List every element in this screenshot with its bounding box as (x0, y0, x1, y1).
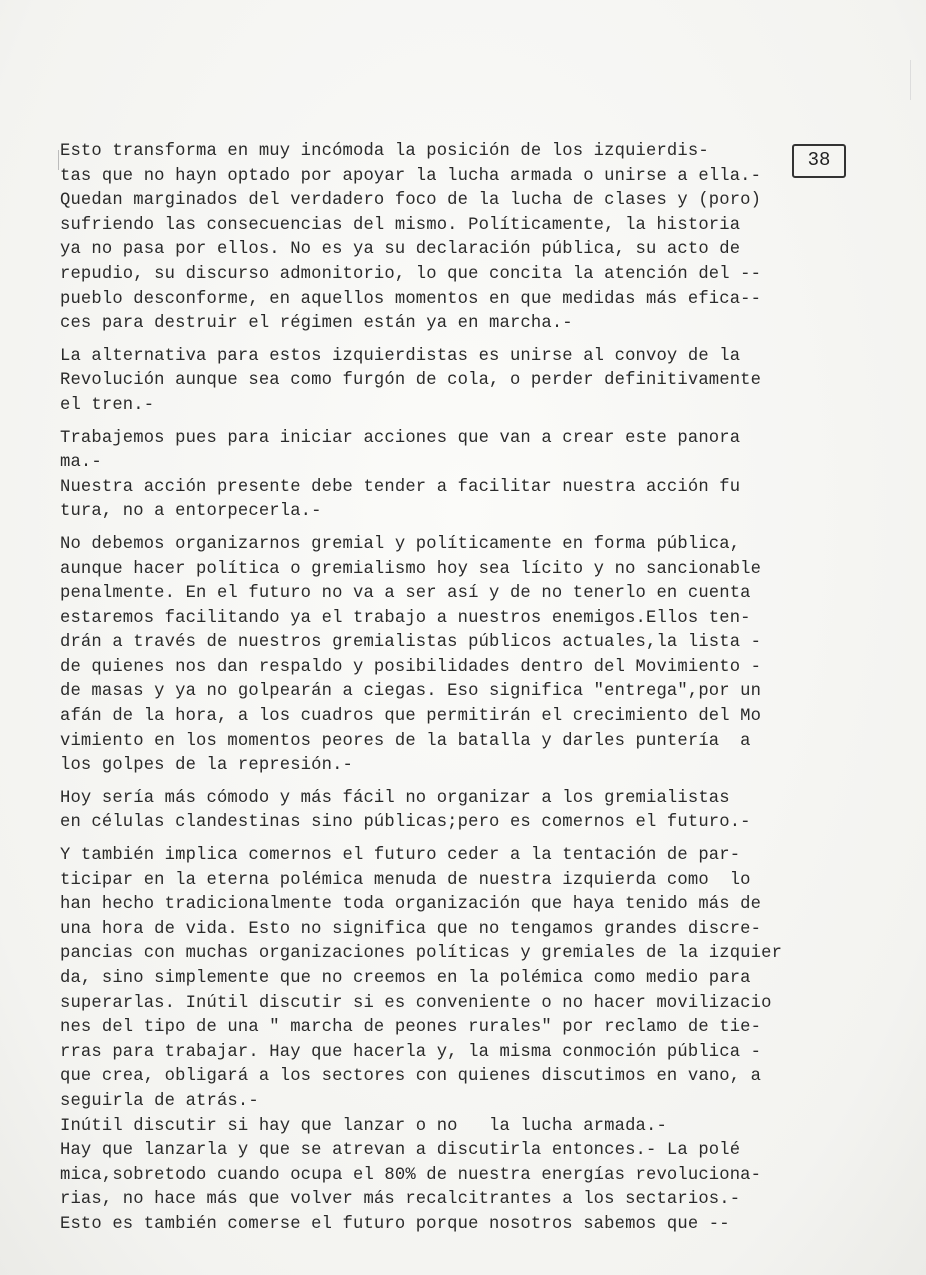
text-line: Y también implica comernos el futuro ceder a la tentación de par- (60, 846, 741, 866)
paragraph (60, 427, 880, 525)
page-number-box: 38 (792, 144, 846, 178)
text-line: La alternativa para estos izquierdistas es unirse al convoy de la (60, 346, 741, 366)
text-line: tas que no hayn optado por apoyar la lucha armada o unirse a ella.- (60, 166, 762, 186)
text-line: No debemos organizarnos gremial y políticamente en forma pública, (60, 534, 741, 554)
text-line: los golpes de la represión.- (60, 756, 353, 776)
scan-artifact-right (910, 60, 911, 100)
text-line: penalmente. En el futuro no va a ser así y de no tenerlo en cuenta (60, 584, 751, 604)
document-body (60, 140, 880, 1246)
text-line: Hoy sería más cómodo y más fácil no organizar a los gremialistas (60, 788, 730, 808)
text-line: vimiento en los momentos peores de la batalla y darles puntería a (60, 731, 751, 751)
text-line: afán de la hora, a los cuadros que permitirán el crecimiento del Mo (60, 707, 762, 727)
text-line: drán a través de nuestros gremialistas públicos actuales,la lista - (60, 633, 762, 653)
text-line: Trabajemos pues para iniciar acciones que van a crear este panora (60, 428, 741, 448)
scan-artifact-left (58, 150, 59, 170)
text-line: Revolución aunque sea como furgón de cola, o perder definitivamente (60, 371, 762, 391)
text-line: pancias con muchas organizaciones políticas y gremiales de la izquier (60, 944, 783, 964)
text-line: Esto transforma en muy incómoda la posición de los izquierdis- (60, 142, 709, 161)
text-line: de quienes nos dan respaldo y posibilidades dentro del Movimiento - (60, 657, 762, 677)
text-line: ces para destruir el régimen están ya en marcha.- (60, 314, 573, 334)
paragraph (60, 533, 880, 779)
text-line: seguirla de atrás.- (60, 1091, 259, 1111)
text-line: que crea, obligará a los sectores con quienes discutimos en vano, a (60, 1067, 762, 1087)
text-line: de masas y ya no golpearán a ciegas. Eso significa "entrega",por un (60, 682, 762, 702)
text-line: han hecho tradicionalmente toda organización que haya tenido más de (60, 895, 762, 915)
text-line: Nuestra acción presente debe tender a facilitar nuestra acción fu (60, 477, 741, 497)
text-line: sufriendo las consecuencias del mismo. Políticamente, la historia (60, 215, 741, 235)
text-line: da, sino simplemente que no creemos en la polémica como medio para (60, 969, 751, 988)
text-line: pueblo desconforme, en aquellos momentos en que medidas más efica-- (60, 289, 762, 309)
text-line: rias, no hace más que volver más recalcitrantes a los sectarios.- (60, 1190, 741, 1210)
text-line: ticipar en la eterna polémica menuda de nuestra izquierda como lo (60, 870, 751, 890)
paragraph (60, 140, 880, 337)
text-line: el tren.- (60, 395, 155, 415)
text-line: Quedan marginados del verdadero foco de la lucha de clases y (poro) (60, 191, 762, 211)
text-line: en células clandestinas sino públicas;pero es comernos el futuro.- (60, 813, 751, 833)
text-line: nes del tipo de una " marcha de peones rurales" por reclamo de tie- (60, 1018, 762, 1038)
text-line: Hay que lanzarla y que se atrevan a discutirla entonces.- La polé (60, 1141, 741, 1161)
paragraph (60, 844, 880, 1238)
text-line: una hora de vida. Esto no significa que no tengamos grandes discre- (60, 919, 762, 939)
text-line: estaremos facilitando ya el trabajo a nuestros enemigos.Ellos ten- (60, 608, 751, 628)
paragraph (60, 345, 880, 419)
text-line: ma.- (60, 453, 102, 473)
text-line: tura, no a entorpecerla.- (60, 502, 322, 522)
text-line: superarlas. Inútil discutir si es conveniente o no hacer movilizacio (60, 993, 772, 1013)
text-line: rras para trabajar. Hay que hacerla y, la misma conmoción pública - (60, 1042, 762, 1062)
text-line: Inútil discutir si hay que lanzar o no la lucha armada.- (60, 1116, 667, 1136)
text-line: repudio, su discurso admonitorio, lo que concita la atención del -- (60, 264, 762, 284)
text-line: ya no pasa por ellos. No es ya su declaración pública, su acto de (60, 240, 741, 260)
text-line: mica,sobretodo cuando ocupa el 80% de nuestra energías revoluciona- (60, 1165, 762, 1185)
text-line: aunque hacer política o gremialismo hoy sea lícito y no sancionable (60, 559, 762, 579)
paragraph (60, 787, 880, 836)
text-line: Esto es también comerse el futuro porque nosotros sabemos que -- (60, 1214, 730, 1234)
